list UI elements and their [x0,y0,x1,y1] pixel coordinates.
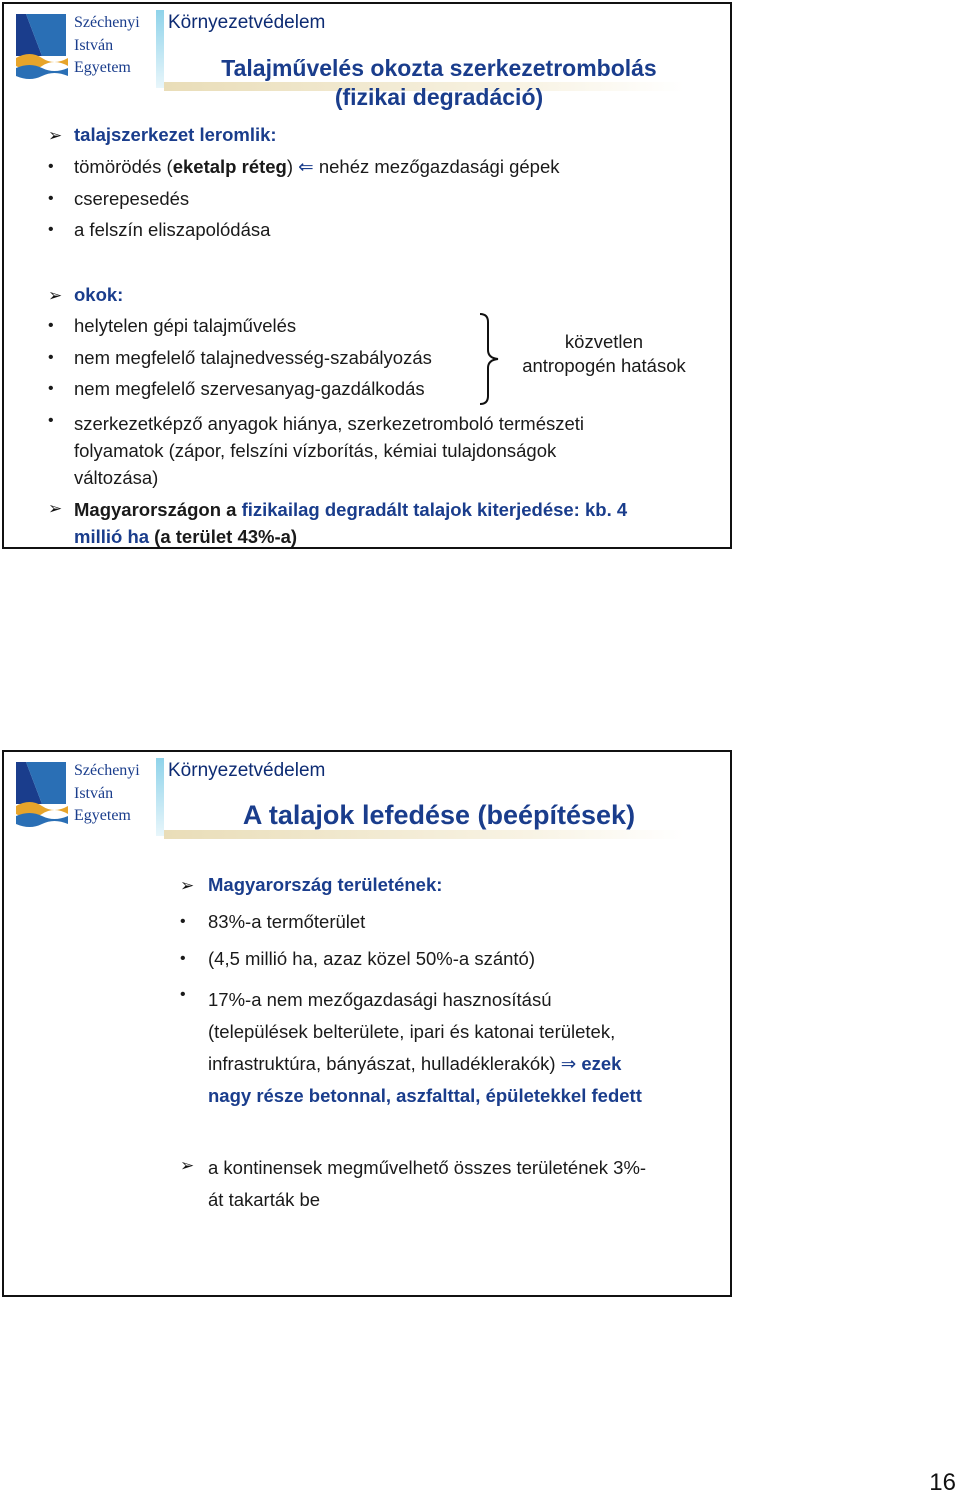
left-arrow-icon: ⇐ [298,156,314,177]
list-item-arable-detail: (4,5 millió ha, azaz közel 50%-a szántó) [208,948,535,969]
bullet-icon: • [180,950,186,967]
arrow-bullet-icon: ➢ [180,876,195,895]
university-logo-icon [12,758,70,828]
brace-label-line2: antropogén hatások [522,355,686,376]
list-item-compaction: tömörödés (eketalp réteg) ⇐ nehéz mezőgazdasági gépek [74,156,560,177]
list-item-cause-2: nem megfelelő talajnedvesség-szabályozás [74,347,432,368]
arrow-bullet-icon: ➢ [48,126,63,145]
list-item-bold-term: eketalp réteg [172,156,287,177]
university-name [74,12,140,80]
header-vertical-bar [156,758,164,836]
university-name-line2: István [74,36,114,54]
list-item-cause-4: szerkezetképző anyagok hiánya, szerkezetromboló természeti folyamatok (zápor, felszíni vízborítás, kémiai tulajdonságok változása) [74,413,585,488]
bullet-icon: • [48,190,54,207]
bullet-icon: • [48,349,54,366]
bullet-icon: • [48,158,54,175]
bullet-icon: • [48,221,54,238]
arrow-bullet-icon: ➢ [48,499,63,518]
slide-2 [2,750,732,1297]
subject-label: Környezetvédelem [168,12,326,33]
bullet-icon: • [48,380,54,397]
section-heading-causes: okok: [74,284,124,305]
university-name [74,760,140,828]
section-heading-hungary-area: Magyarország területének: [208,874,443,895]
arrow-bullet-icon: ➢ [48,286,63,305]
brace-label-line1: közvetlen [564,331,644,352]
bullet-icon: • [48,317,54,334]
section-continents-coverage: a kontinensek megművelhető összes területének 3%- át takarták be [208,1157,647,1210]
arrow-bullet-icon: ➢ [180,1156,195,1175]
brace-label [510,330,698,378]
list-item-cause-1: helytelen gépi talajművelés [74,315,297,336]
list-item-non-agricultural: 17%-a nem mezőgazdasági hasznosítású (települések belterülete, ipari és katonai területek, infrastruktúra, bányászat, hulladéklerakók) ⇒ ezek nagy része betonnal, aszfalttal, épületekkel fedett [208,989,642,1106]
university-name-line2: István [74,784,114,802]
hungary-degraded-soils: Magyarországon a fizikailag degradált talajok kiterjedése: kb. 4 millió ha (a terület 43%-a) [74,499,628,547]
list-item-crusting: cserepesedés [74,188,190,209]
header-horizontal-bar [164,830,684,839]
section-heading-structure: talajszerkezet leromlik: [74,124,277,145]
university-name-line3: Egyetem [74,59,131,76]
slide-title: A talajok lefedése (beépítések) [242,800,636,830]
slide-title [184,54,694,112]
university-name-line3: Egyetem [74,807,131,824]
subject-label: Környezetvédelem [168,760,326,781]
page-number: 16 [929,1469,956,1496]
university-name-line1: Széchenyi [74,14,140,31]
slide-1 [2,2,732,549]
list-item-arable-land: 83%-a termőterület [208,911,366,932]
right-arrow-icon: ⇒ [560,1053,577,1074]
curly-brace-icon [474,312,504,406]
bullet-icon: • [180,986,186,1003]
bullet-icon: • [180,913,186,930]
university-logo-icon [12,10,70,80]
header-vertical-bar [156,10,164,88]
slide-title-line1: Talajművelés okozta szerkezetrombolás [221,55,657,81]
slide-title-line2: (fizikai degradáció) [334,84,544,110]
bullet-icon: • [48,412,54,429]
university-name-line1: Széchenyi [74,762,140,779]
list-item-cause-3: nem megfelelő szervesanyag-gazdálkodás [74,378,425,399]
list-item-silting: a felszín eliszapolódása [74,219,271,240]
